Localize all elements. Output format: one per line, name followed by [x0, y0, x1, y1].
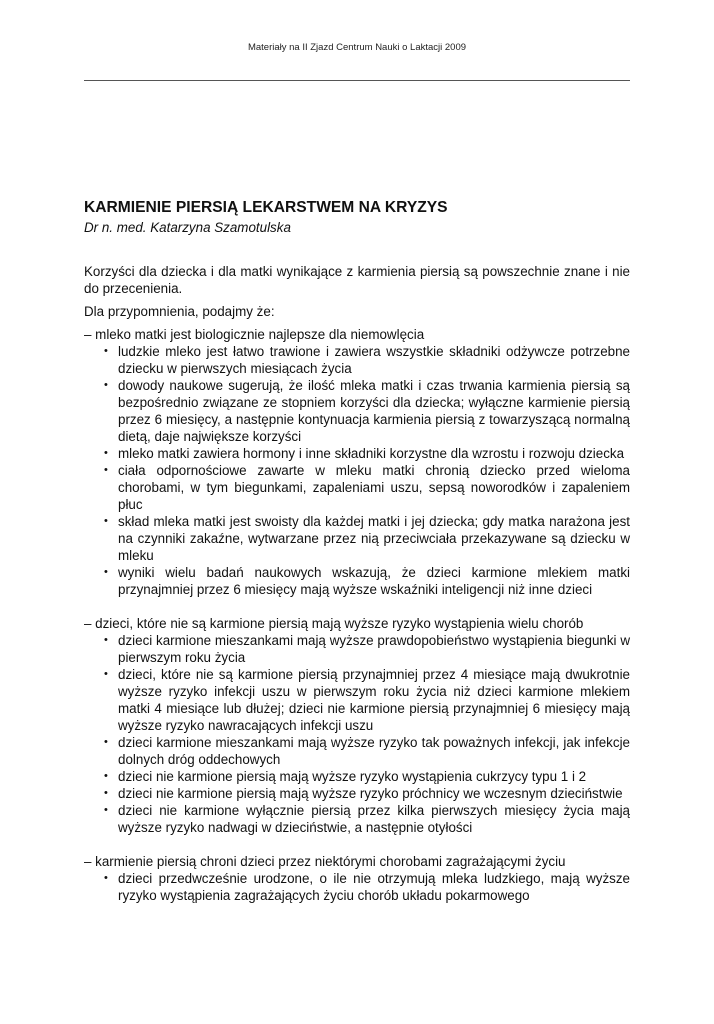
list-item-text: dzieci karmione mieszankami mają wyższe prawdopobieństwo wystąpienia biegunki w pierwszym roku życia — [118, 633, 630, 665]
article-author: Dr n. med. Katarzyna Szamotulska — [84, 220, 291, 235]
list-item — [104, 666, 630, 734]
bullet-list — [84, 632, 630, 836]
list-item — [104, 343, 630, 377]
bullet-icon: • — [104, 447, 108, 459]
section-3 — [84, 853, 630, 904]
list-item-text: dzieci, które nie są karmione piersią przynajmniej przez 4 miesiące mają dwukrotnie wyższe ryzyko infekcji uszu w pierwszym roku życia niż dzieci karmione mlekiem matki 4 miesiące lub dłużej; dzieci nie karmione piersią przynajmniej 6 miesięcy mają wyższe ryzyko nawracających infekcji uszu — [118, 667, 630, 733]
sections-container — [84, 326, 630, 904]
list-item — [104, 870, 630, 904]
header-divider — [84, 80, 630, 81]
bullet-icon: • — [104, 515, 108, 527]
bullet-icon: • — [104, 668, 108, 680]
list-item-text: wyniki wielu badań naukowych wskazują, że dzieci karmione mlekiem matki przynajmniej przez 6 miesięcy mają wyższe wskaźniki inteligencji niż inne dzieci — [118, 565, 630, 597]
list-item-text: skład mleka matki jest swoisty dla każdej matki i jej dziecka; gdy matka narażona jest na czynniki zakaźne, wytwarzane przez nią przeciwciała przekazywane są dziecku w mleku — [118, 514, 630, 563]
list-item-text: ludzkie mleko jest łatwo trawione i zawiera wszystkie składniki odżywcze potrzebne dziecku w pierwszych miesiącach życia — [118, 344, 630, 376]
list-item — [104, 445, 630, 462]
bullet-icon: • — [104, 379, 108, 391]
reminder-paragraph: Dla przypomnienia, podajmy że: — [84, 304, 275, 319]
list-item-text: mleko matki zawiera hormony i inne składniki korzystne dla wzrostu i rozwoju dziecka — [118, 446, 625, 461]
list-item-text: dzieci przedwcześnie urodzone, o ile nie otrzymują mleka ludzkiego, mają wyższe ryzyko wystąpienia zagrażających życiu chorób układu pokarmowego — [118, 871, 630, 903]
bullet-icon: • — [104, 634, 108, 646]
bullet-icon: • — [104, 770, 108, 782]
list-item-text: ciała odpornościowe zawarte w mleku matki chronią dziecko przed wieloma chorobami, w tym biegunkami, zapaleniami uszu, sepsą noworodków i zapaleniem płuc — [118, 463, 630, 512]
bullet-icon: • — [104, 787, 108, 799]
list-item — [104, 564, 630, 598]
list-item-text: dzieci karmione mieszankami mają wyższe ryzyko tak poważnych infekcji, jak infekcje dolnych dróg oddechowych — [118, 735, 630, 767]
list-item-text: dowody naukowe sugerują, że ilość mleka matki i czas trwania karmienia piersią są bezpośrednio związane ze stopniem korzyści dla dziecka; wyłączne karmienie piersią przez 6 miesięcy, a następnie kontynuacja karmienia piersią z towarzyszącą normalną dietą, daje największe korzyści — [118, 378, 630, 444]
list-item — [104, 513, 630, 564]
bullet-list — [84, 343, 630, 598]
section-heading: – mleko matki jest biologicznie najlepsze dla niemowlęcia — [84, 327, 425, 342]
list-item — [104, 768, 630, 785]
section-heading: – dzieci, które nie są karmione piersią mają wyższe ryzyko wystąpienia wielu chorób — [84, 616, 584, 631]
bullet-icon: • — [104, 804, 108, 816]
list-item — [104, 632, 630, 666]
running-header: Materiały na II Zjazd Centrum Nauki o Laktacji 2009 — [247, 42, 467, 53]
list-item — [104, 462, 630, 513]
list-item-text: dzieci nie karmione wyłącznie piersią przez kilka pierwszych miesięcy życia mają wyższe ryzyko nadwagi w dzieciństwie, a następnie otyłości — [118, 803, 630, 835]
bullet-icon: • — [104, 736, 108, 748]
list-item-text: dzieci nie karmione piersią mają wyższe ryzyko próchnicy we wczesnym dzieciństwie — [118, 786, 623, 801]
bullet-icon: • — [104, 464, 108, 476]
list-item — [104, 802, 630, 836]
intro-paragraph: Korzyści dla dziecka i dla matki wynikające z karmienia piersią są powszechnie znane i nie do przecenienia. — [84, 264, 630, 296]
bullet-icon: • — [104, 566, 108, 578]
list-item — [104, 377, 630, 445]
list-item — [104, 734, 630, 768]
bullet-icon: • — [104, 345, 108, 357]
bullet-icon: • — [104, 872, 108, 884]
section-heading: – karmienie piersią chroni dzieci przez niektórymi chorobami zagrażającymi życiu — [84, 854, 566, 869]
bullet-list — [84, 870, 630, 904]
document-body — [84, 198, 630, 904]
article-title: KARMIENIE PIERSIĄ LEKARSTWEM NA KRYZYS — [84, 199, 448, 216]
list-item — [104, 785, 630, 802]
section-2 — [84, 615, 630, 836]
section-1 — [84, 326, 630, 598]
list-item-text: dzieci nie karmione piersią mają wyższe ryzyko wystąpienia cukrzycy typu 1 i 2 — [118, 769, 587, 784]
